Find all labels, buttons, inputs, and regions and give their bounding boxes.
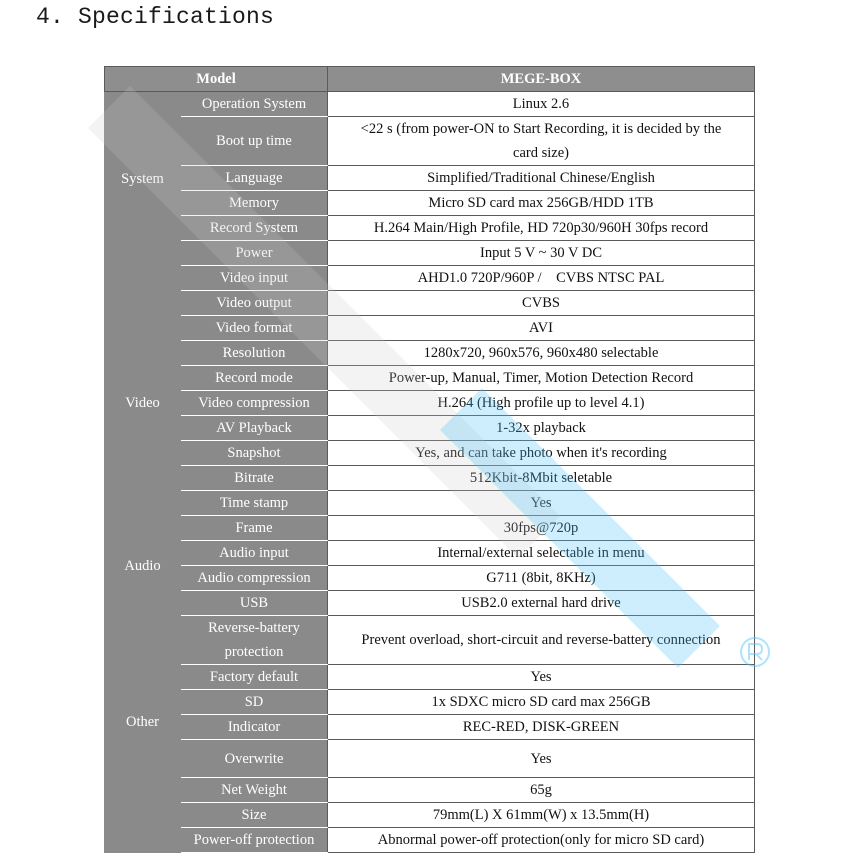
table-row	[105, 541, 755, 566]
group-system: System	[105, 92, 181, 266]
row-value: Micro SD card max 256GB/HDD 1TB	[328, 191, 755, 216]
table-row	[105, 566, 755, 591]
table-row	[105, 466, 755, 491]
row-label: Power-off protection	[181, 828, 328, 853]
table-row	[105, 740, 755, 778]
row-value: <22 s (from power-ON to Start Recording, it is decided by the card size)	[328, 117, 755, 166]
row-value: AVI	[328, 316, 755, 341]
row-label: Snapshot	[181, 441, 328, 466]
row-label: Reverse-battery protection	[181, 616, 328, 665]
group-audio: Audio	[105, 541, 181, 591]
table-row	[105, 216, 755, 241]
row-label: Resolution	[181, 341, 328, 366]
group-other: Other	[105, 591, 181, 853]
row-value: Input 5 V ~ 30 V DC	[328, 241, 755, 266]
specifications-table	[104, 66, 755, 853]
table-row	[105, 316, 755, 341]
row-value: USB2.0 external hard drive	[328, 591, 755, 616]
row-label: Audio compression	[181, 566, 328, 591]
row-label: USB	[181, 591, 328, 616]
table-row	[105, 803, 755, 828]
row-label: Factory default	[181, 665, 328, 690]
table-row	[105, 266, 755, 291]
row-value: Linux 2.6	[328, 92, 755, 117]
row-value: AHD1.0 720P/960P / CVBS NTSC PAL	[328, 266, 755, 291]
table-row	[105, 166, 755, 191]
row-label: Time stamp	[181, 491, 328, 516]
row-value: Yes	[328, 740, 755, 778]
row-label: Bitrate	[181, 466, 328, 491]
row-label: Indicator	[181, 715, 328, 740]
table-row	[105, 341, 755, 366]
row-value: 1280x720, 960x576, 960x480 selectable	[328, 341, 755, 366]
row-value: Simplified/Traditional Chinese/English	[328, 166, 755, 191]
row-label: Net Weight	[181, 778, 328, 803]
row-value: REC-RED, DISK-GREEN	[328, 715, 755, 740]
table-row	[105, 491, 755, 516]
row-value: 79mm(L) X 61mm(W) x 13.5mm(H)	[328, 803, 755, 828]
row-label: Memory	[181, 191, 328, 216]
row-value: Internal/external selectable in menu	[328, 541, 755, 566]
row-value: G711 (8bit, 8KHz)	[328, 566, 755, 591]
table-header-row	[105, 67, 755, 92]
table-row	[105, 665, 755, 690]
table-row	[105, 516, 755, 541]
row-label: Language	[181, 166, 328, 191]
table-row	[105, 241, 755, 266]
row-label: Video output	[181, 291, 328, 316]
table-row	[105, 92, 755, 117]
row-value: 1-32x playback	[328, 416, 755, 441]
table-row	[105, 291, 755, 316]
row-label: Power	[181, 241, 328, 266]
row-label: Record mode	[181, 366, 328, 391]
row-label: Overwrite	[181, 740, 328, 778]
row-label: Video compression	[181, 391, 328, 416]
row-value: Yes, and can take photo when it's recording	[328, 441, 755, 466]
header-model: Model	[105, 67, 328, 92]
row-value: H.264 Main/High Profile, HD 720p30/960H 30fps record	[328, 216, 755, 241]
table-row	[105, 366, 755, 391]
table-row	[105, 416, 755, 441]
page-heading: 4. Specifications	[36, 4, 275, 30]
table-row	[105, 778, 755, 803]
header-model-name: MEGE-BOX	[328, 67, 755, 92]
table-row	[105, 690, 755, 715]
table-row	[105, 828, 755, 853]
row-value: 512Kbit-8Mbit seletable	[328, 466, 755, 491]
row-label: Video input	[181, 266, 328, 291]
row-value: H.264 (High profile up to level 4.1)	[328, 391, 755, 416]
row-label: Boot up time	[181, 117, 328, 166]
group-video: Video	[105, 266, 181, 541]
row-value: 30fps@720p	[328, 516, 755, 541]
row-label: AV Playback	[181, 416, 328, 441]
table-row	[105, 191, 755, 216]
table-row	[105, 441, 755, 466]
table-row	[105, 117, 755, 166]
row-label: Size	[181, 803, 328, 828]
row-value: Power-up, Manual, Timer, Motion Detection Record	[328, 366, 755, 391]
row-value: CVBS	[328, 291, 755, 316]
row-label: Frame	[181, 516, 328, 541]
row-label: Audio input	[181, 541, 328, 566]
table-row	[105, 616, 755, 665]
row-label: Video format	[181, 316, 328, 341]
row-value: Yes	[328, 491, 755, 516]
row-value: Prevent overload, short-circuit and reverse-battery connection	[328, 616, 755, 665]
table-row	[105, 391, 755, 416]
row-label: SD	[181, 690, 328, 715]
row-value: Yes	[328, 665, 755, 690]
row-label: Operation System	[181, 92, 328, 117]
row-value: 65g	[328, 778, 755, 803]
table-row	[105, 591, 755, 616]
row-label: Record System	[181, 216, 328, 241]
row-value: Abnormal power-off protection(only for micro SD card)	[328, 828, 755, 853]
row-value: 1x SDXC micro SD card max 256GB	[328, 690, 755, 715]
table-row	[105, 715, 755, 740]
